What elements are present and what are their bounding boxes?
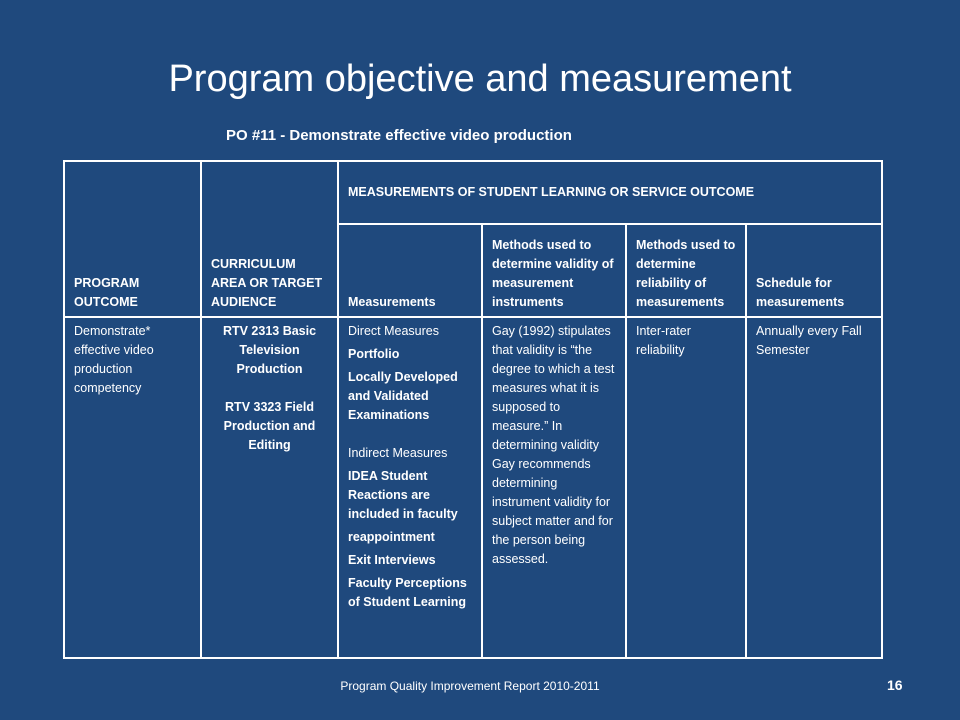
page-number: 16 [887,677,903,693]
header-program-outcome: PROGRAM OUTCOME [64,161,201,317]
table-row [64,317,882,658]
slide-footer: Program Quality Improvement Report 2010-2011 [340,679,600,693]
measure-item: reappointment [348,530,435,544]
cell-measurements [338,317,482,658]
measure-item: Exit Interviews [348,553,436,567]
curriculum-course-1: RTV 2313 Basic Television Production [222,324,317,376]
program-objective-table [63,160,883,659]
header-measurements-group: MEASUREMENTS OF STUDENT LEARNING OR SERVICE OUTCOME [338,161,882,224]
header-validity: Methods used to determine validity of measurement instruments [482,224,626,317]
direct-measures-label: Direct Measures [348,324,439,338]
measure-item: Locally Developed and Validated Examinations [348,370,458,422]
measure-item: Portfolio [348,347,400,361]
cell-curriculum [201,317,338,658]
cell-schedule: Annually every Fall Semester [746,317,882,658]
cell-program-outcome: Demonstrate* effective video production competency [64,317,201,658]
header-measurements: Measurements [338,224,482,317]
header-schedule: Schedule for measurements [746,224,882,317]
slide-subtitle: PO #11 - Demonstrate effective video production [226,127,572,144]
cell-reliability: Inter-rater reliability [626,317,746,658]
indirect-measures-label: Indirect Measures [348,446,448,460]
curriculum-course-2: RTV 3323 Field Production and Editing [223,400,316,452]
header-curriculum: CURRICULUM AREA OR TARGET AUDIENCE [201,161,338,317]
measure-item: Faculty Perceptions of Student Learning [348,576,467,609]
measure-item: IDEA Student Reactions are included in faculty [348,469,458,521]
header-reliability: Methods used to determine reliability of measurements [626,224,746,317]
slide-title: Program objective and measurement [168,58,792,100]
cell-validity: Gay (1992) stipulates that validity is “the degree to which a test measures what it is supposed to measure.” In determining validity Gay recommends determining instrument validity for subject matter and for the person being assessed. [482,317,626,658]
